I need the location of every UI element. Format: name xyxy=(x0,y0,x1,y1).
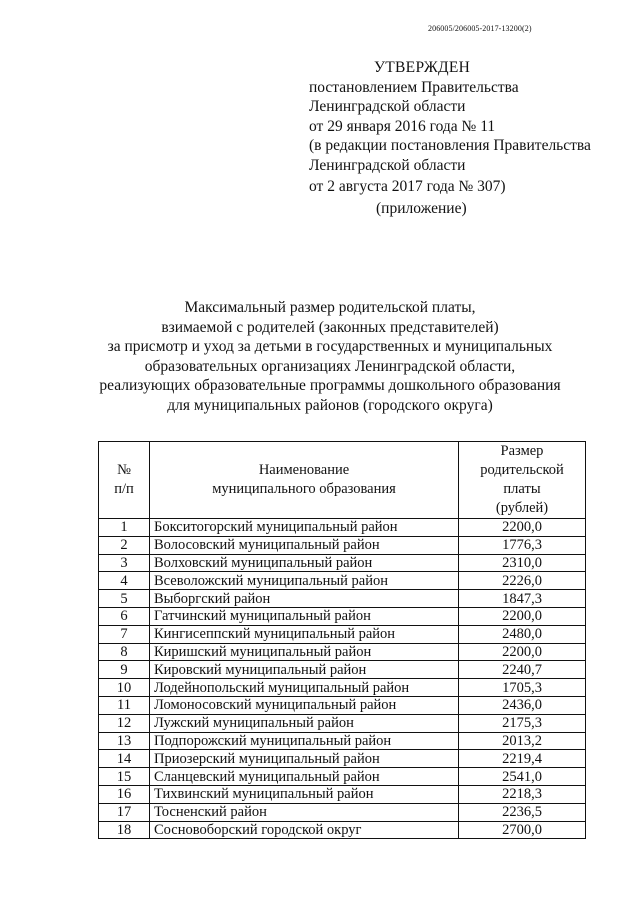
header-row xyxy=(99,442,586,519)
approval-line: (в редакции постановления Правительства xyxy=(309,137,591,154)
header-fee-line: родительской платы xyxy=(480,462,564,497)
row-municipality: Подпорожский муниципальный район xyxy=(150,732,459,750)
row-municipality: Сосновоборский городской округ xyxy=(150,821,459,839)
row-num: 6 xyxy=(99,607,150,625)
row-municipality: Лодейнопольский муниципальный район xyxy=(150,679,459,697)
table-row xyxy=(99,536,586,554)
document-code: 206005/206005-2017-13200(2) xyxy=(428,24,532,33)
approval-line: Ленинградской области xyxy=(309,156,466,174)
row-municipality: Всеволожский муниципальный район xyxy=(150,572,459,590)
fees-table-body xyxy=(99,519,586,839)
approval-title: УТВЕРЖДЕН xyxy=(374,59,471,76)
table-row xyxy=(99,519,586,537)
row-num: 12 xyxy=(99,714,150,732)
row-fee: 2700,0 xyxy=(459,821,586,839)
approval-line: постановлением Правительства xyxy=(309,78,519,96)
row-num: 4 xyxy=(99,572,150,590)
row-num: 10 xyxy=(99,679,150,697)
row-num: 7 xyxy=(99,625,150,643)
row-fee: 2175,3 xyxy=(459,714,586,732)
header-name xyxy=(150,442,459,519)
row-municipality: Тосненский район xyxy=(150,803,459,821)
heading-line: образовательных организациях Ленинградской области, xyxy=(144,357,516,375)
row-municipality: Киришский муниципальный район xyxy=(150,643,459,661)
row-fee: 2200,0 xyxy=(459,643,586,661)
heading-line: за присмотр и уход за детьми в государственных и муниципальных xyxy=(107,338,553,355)
row-fee: 2200,0 xyxy=(459,519,586,537)
row-num: 5 xyxy=(99,590,150,608)
row-fee: 2200,0 xyxy=(459,607,586,625)
row-num: 3 xyxy=(99,554,150,572)
table-row xyxy=(99,643,586,661)
appendix-note: (приложение) xyxy=(376,200,467,217)
row-municipality: Кировский муниципальный район xyxy=(150,661,459,679)
table-row xyxy=(99,696,586,714)
table-row xyxy=(99,572,586,590)
row-fee: 2219,4 xyxy=(459,750,586,768)
row-municipality: Лужский муниципальный район xyxy=(150,714,459,732)
row-municipality: Гатчинский муниципальный район xyxy=(150,607,459,625)
table-row xyxy=(99,625,586,643)
row-municipality: Выборгский район xyxy=(150,590,459,608)
table-row xyxy=(99,803,586,821)
heading-line: для муниципальных районов (городского округа) xyxy=(167,396,493,414)
row-municipality: Бокситогорский муниципальный район xyxy=(150,519,459,537)
header-fee xyxy=(459,442,586,519)
table-row xyxy=(99,768,586,786)
table-row xyxy=(99,554,586,572)
document-heading xyxy=(80,298,580,415)
approval-line: Ленинградской области xyxy=(309,98,466,115)
header-num-line: п/п xyxy=(114,481,134,497)
table-row xyxy=(99,590,586,608)
row-fee: 2541,0 xyxy=(459,768,586,786)
row-num: 18 xyxy=(99,821,150,839)
fees-table xyxy=(98,441,586,839)
row-num: 15 xyxy=(99,768,150,786)
row-fee: 2226,0 xyxy=(459,572,586,590)
row-fee: 1776,3 xyxy=(459,536,586,554)
row-num: 11 xyxy=(99,696,150,714)
row-num: 17 xyxy=(99,803,150,821)
row-num: 14 xyxy=(99,750,150,768)
row-num: 1 xyxy=(99,519,150,537)
table-row xyxy=(99,821,586,839)
row-municipality: Волховский муниципальный район xyxy=(150,554,459,572)
table-row xyxy=(99,679,586,697)
row-fee: 2310,0 xyxy=(459,554,586,572)
row-fee: 2436,0 xyxy=(459,696,586,714)
row-municipality: Тихвинский муниципальный район xyxy=(150,785,459,803)
row-municipality: Ломоносовский муниципальный район xyxy=(150,696,459,714)
table-row xyxy=(99,607,586,625)
table-row xyxy=(99,750,586,768)
row-fee: 1705,3 xyxy=(459,679,586,697)
header-num xyxy=(99,442,150,519)
header-name-line: муниципального образования xyxy=(212,481,396,497)
heading-line: взимаемой с родителей (законных представителей) xyxy=(161,318,499,336)
table-row xyxy=(99,714,586,732)
header-fee-line: (рублей) xyxy=(495,500,549,516)
row-fee: 2240,7 xyxy=(459,661,586,679)
row-municipality: Волосовский муниципальный район xyxy=(150,536,459,554)
table-row xyxy=(99,785,586,803)
row-num: 2 xyxy=(99,536,150,554)
approval-line: от 29 января 2016 года № 11 xyxy=(309,117,496,135)
row-num: 8 xyxy=(99,643,150,661)
table-row xyxy=(99,732,586,750)
row-num: 16 xyxy=(99,785,150,803)
row-num: 9 xyxy=(99,661,150,679)
header-name-line: Наименование xyxy=(258,462,350,478)
row-fee: 1847,3 xyxy=(459,590,586,608)
header-num-line: № xyxy=(117,462,131,478)
row-municipality: Приозерский муниципальный район xyxy=(150,750,459,768)
row-fee: 2218,3 xyxy=(459,785,586,803)
row-fee: 2236,5 xyxy=(459,803,586,821)
row-fee: 2480,0 xyxy=(459,625,586,643)
fees-table-header xyxy=(99,442,586,519)
row-municipality: Кингисеппский муниципальный район xyxy=(150,625,459,643)
row-fee: 2013,2 xyxy=(459,732,586,750)
heading-line: Максимальный размер родительской платы, xyxy=(184,299,476,316)
approval-block xyxy=(309,58,591,197)
approval-line: от 2 августа 2017 года № 307) xyxy=(309,178,506,195)
heading-line: реализующих образовательные программы дошкольного образования xyxy=(99,377,561,394)
header-fee-line: Размер xyxy=(500,443,544,459)
row-municipality: Сланцевский муниципальный район xyxy=(150,768,459,786)
row-num: 13 xyxy=(99,732,150,750)
table-row xyxy=(99,661,586,679)
